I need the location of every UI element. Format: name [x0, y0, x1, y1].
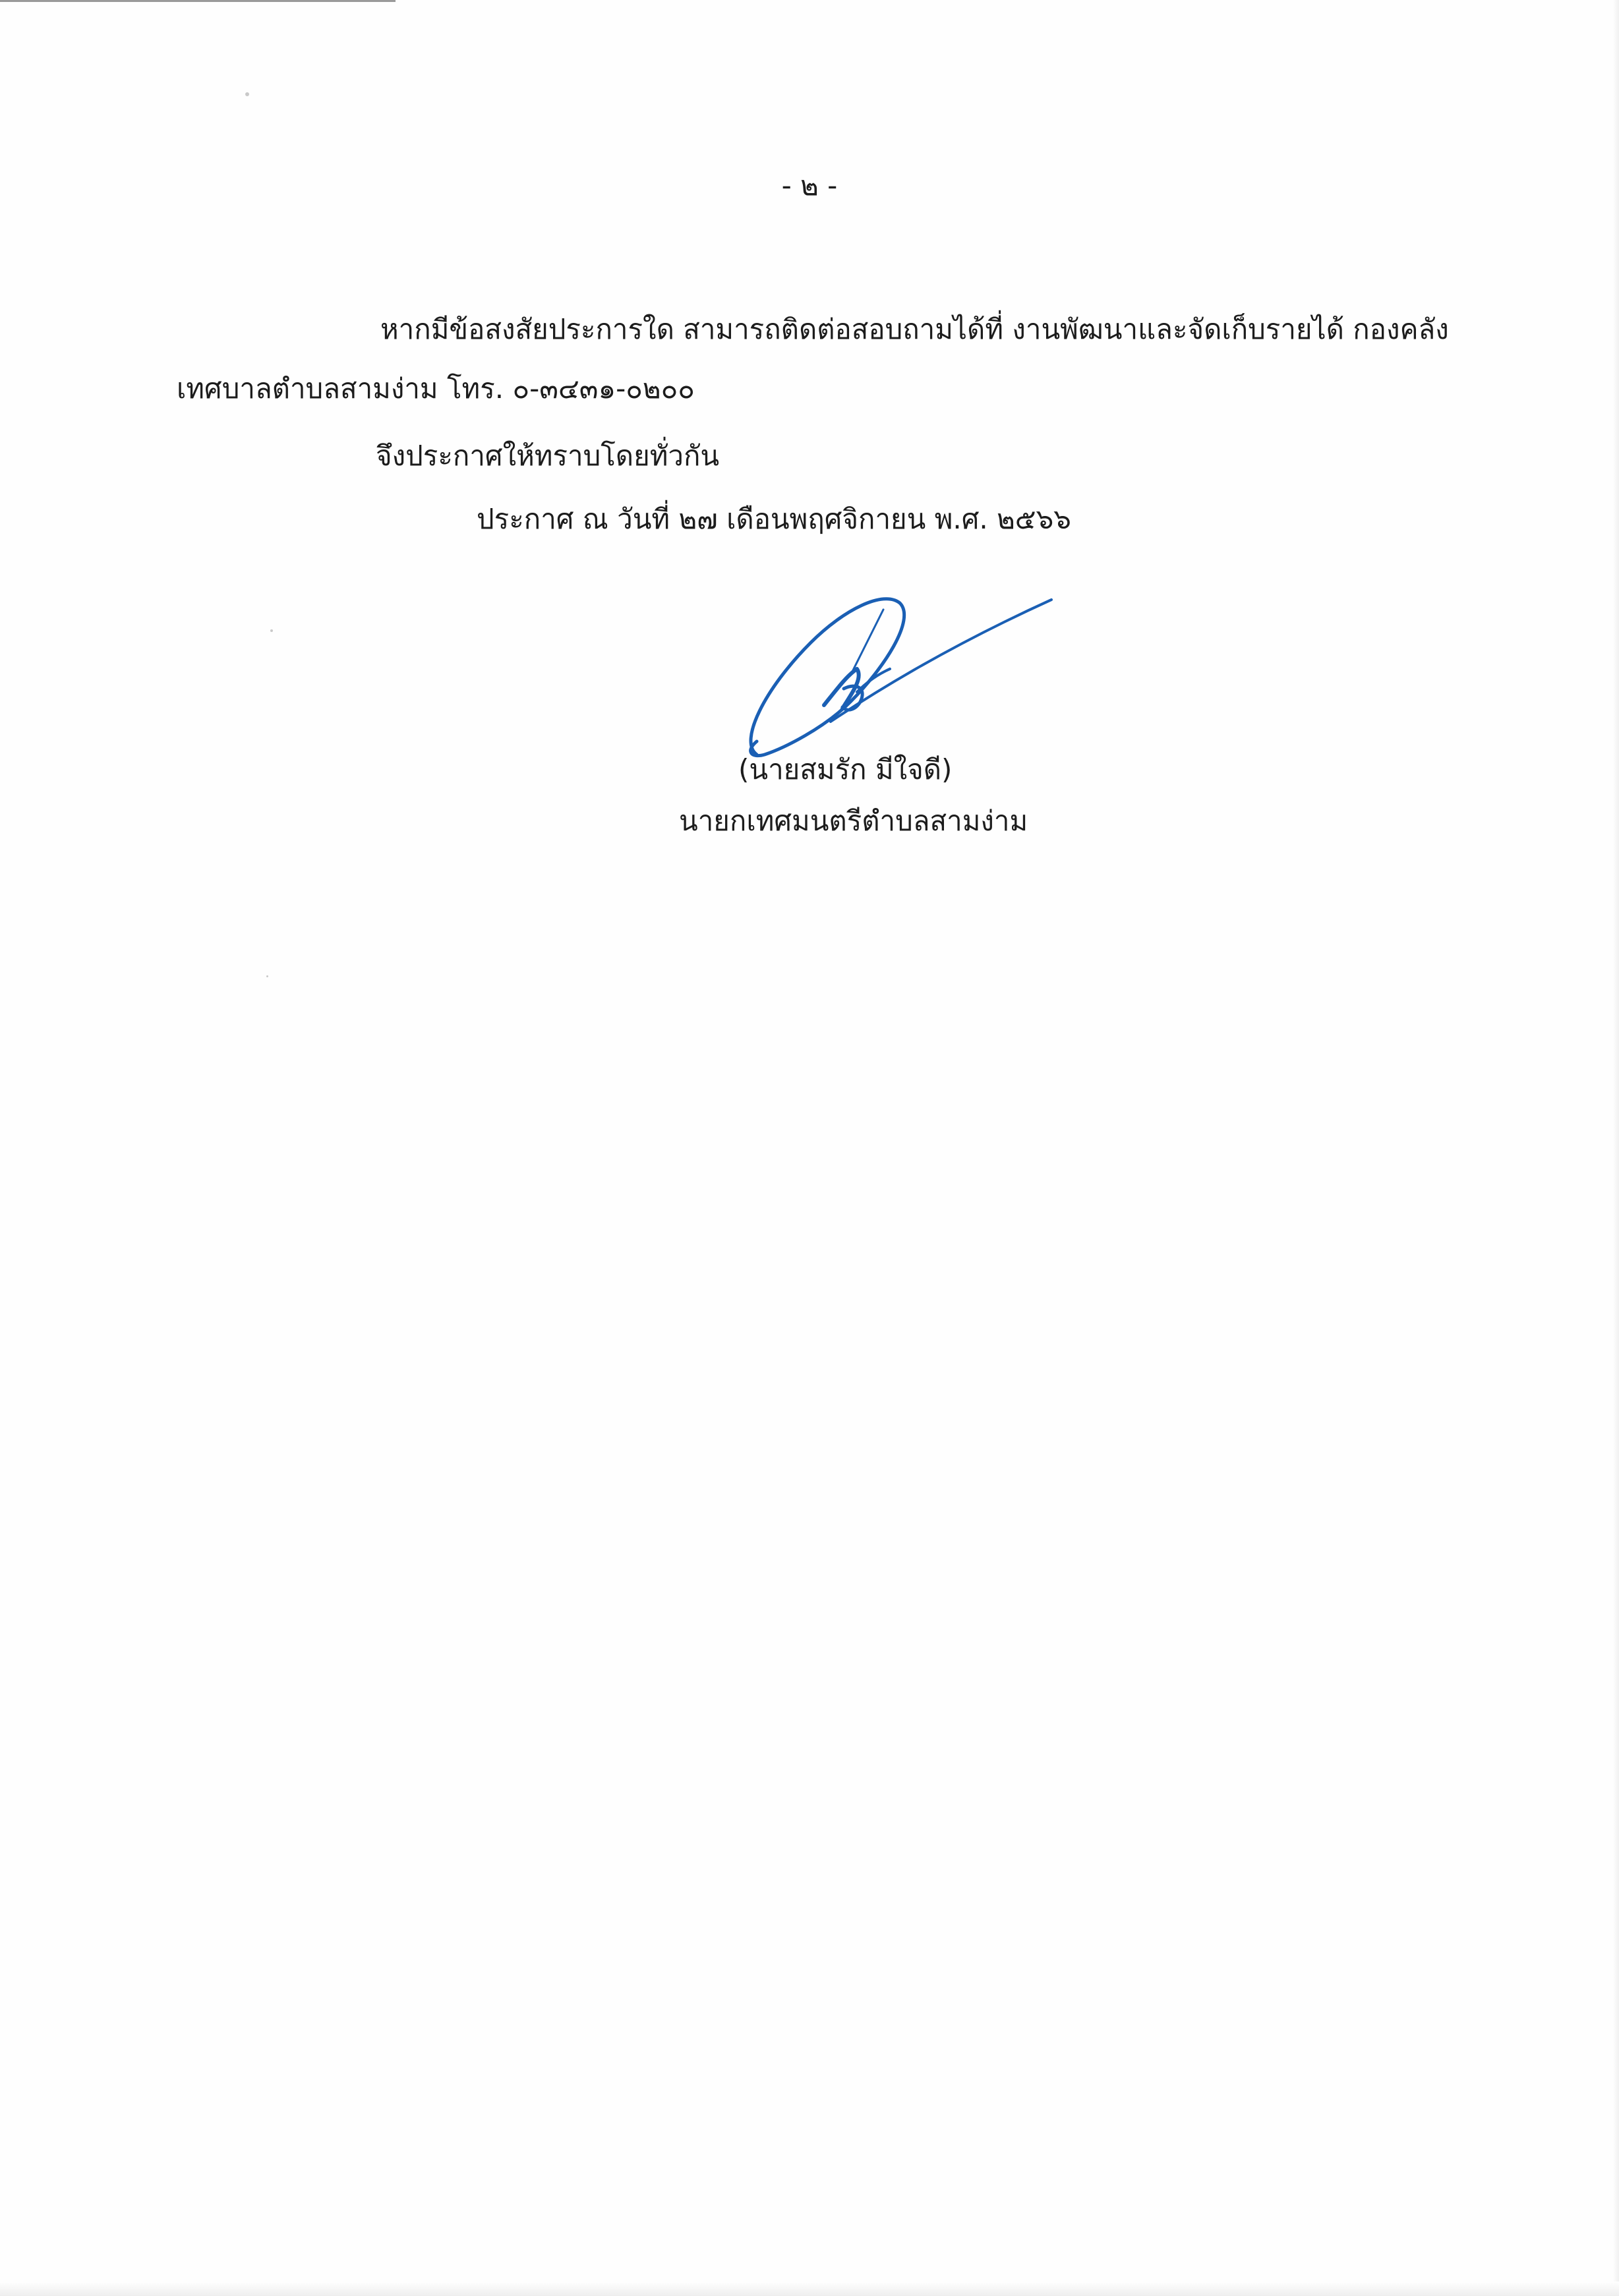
closing-statement: จึงประกาศให้ทราบโดยทั่วกัน: [376, 440, 720, 472]
scan-speck: [245, 92, 249, 96]
scan-speck: [266, 975, 268, 977]
signer-title: นายกเทศมนตรีตำบลสามง่าม: [679, 805, 1028, 837]
signer-name: (นายสมรัก มีใจดี): [738, 753, 953, 786]
scan-speck: [270, 629, 273, 632]
announcement-dateline: ประกาศ ณ วันที่ ๒๗ เดือนพฤศจิกายน พ.ศ. ๒๕๖๖: [477, 503, 1071, 535]
body-paragraph-line-1: หากมีข้อสงสัยประการใด สามารถติดต่อสอบถามได้ที่ งานพัฒนาและจัดเก็บรายได้ กองคลัง: [380, 313, 1449, 345]
page-number: - ๒ -: [781, 169, 838, 202]
scan-edge-right: [1612, 0, 1619, 2296]
scan-edge-bottom: [0, 2282, 1619, 2296]
body-paragraph-line-2: เทศบาลตำบลสามง่าม โทร. ๐-๓๔๓๑-๐๒๐๐: [177, 372, 695, 405]
handwritten-signature: [725, 590, 1068, 768]
scan-edge-top: [0, 0, 396, 2]
